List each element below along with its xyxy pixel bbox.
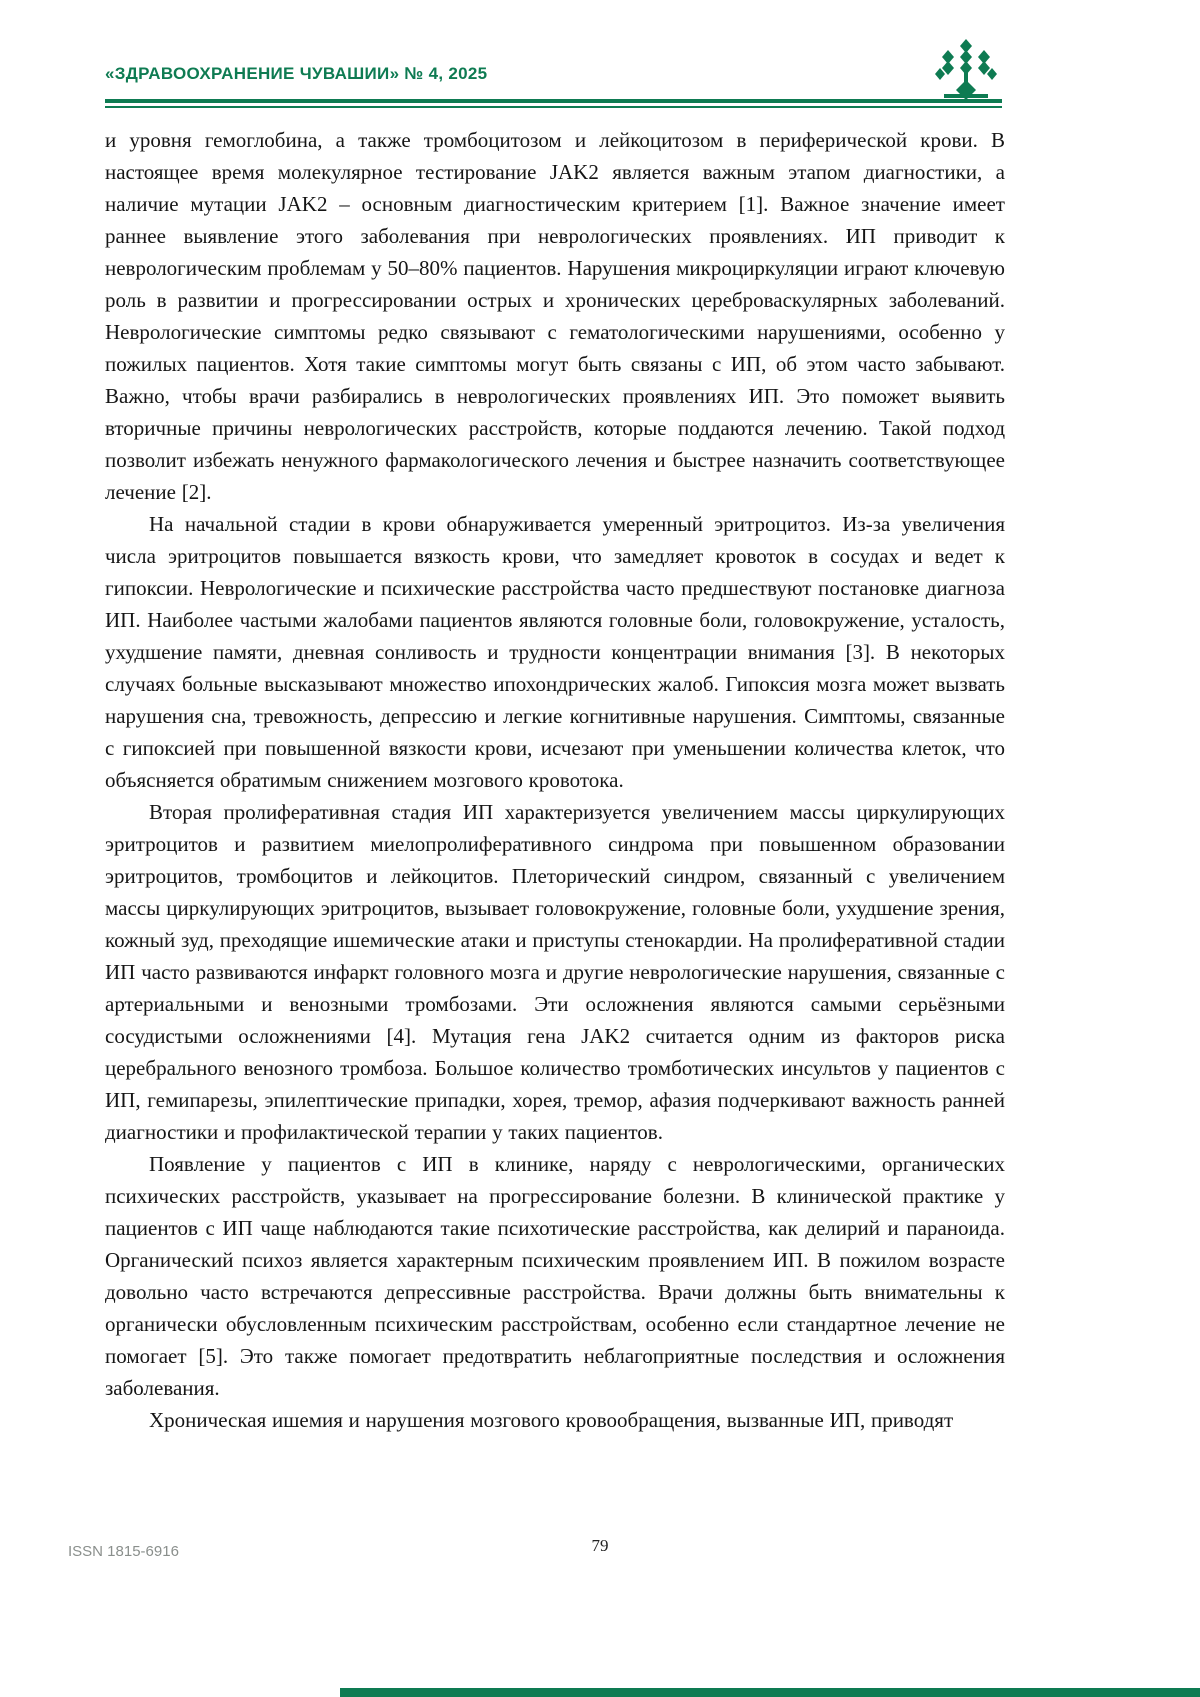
paragraph: Хроническая ишемия и нарушения мозгового кровообращения, вызванные ИП, приводят bbox=[149, 1408, 954, 1432]
article-body bbox=[105, 124, 1005, 1436]
issn-label: ISSN 1815-6916 bbox=[68, 1543, 179, 1560]
paragraph: Появление у пациентов с ИП в клинике, наряду с неврологическими, органических психических расстройств, указывает на прогрессирование болезни. В клинической практике у пациентов с ИП чаще наблюдаются такие психотические расстройства, как делирий и параноида. Органический психоз является характерным психическим проявлением ИП. В пожилом возрасте довольно часто встречаются депрессивные расстройства. Врачи должны быть внимательны к органически обусловленным психическим расстройствам, особенно если стандартное лечение не помогает [5]. Это также помогает предотвратить неблагоприятные последствия и осложнения заболевания. bbox=[105, 1152, 1005, 1400]
header-rule-thin bbox=[105, 106, 1002, 108]
journal-title: «ЗДРАВООХРАНЕНИЕ ЧУВАШИИ» № 4, 2025 bbox=[105, 64, 488, 83]
footer-accent-bar bbox=[340, 1688, 1200, 1697]
paragraph: На начальной стадии в крови обнаруживается умеренный эритроцитоз. Из-за увеличения числа эритроцитов повышается вязкость крови, что замедляет кровоток в сосудах и ведет к гипоксии. Неврологические и психические расстройства часто предшествуют постановке диагноза ИП. Наиболее частыми жалобами пациентов являются головные боли, головокружение, усталость, ухудшение памяти, дневная сонливость и трудности концентрации внимания [3]. В некоторых случаях больные высказывают множество ипохондрических жалоб. Гипоксия мозга может вызвать нарушения сна, тревожность, депрессию и легкие когнитивные нарушения. Симптомы, связанные с гипоксией при повышенной вязкости крови, исчезают при уменьшении количества клеток, что объясняется обратимым снижением мозгового кровотока. bbox=[105, 512, 1005, 792]
paragraph: Вторая пролиферативная стадия ИП характеризуется увеличением массы циркулирующих эритроцитов и развитием миелопролиферативного синдрома при повышенном образовании эритроцитов, тромбоцитов и лейкоцитов. Плеторический синдром, связанный с увеличением массы циркулирующих эритроцитов, вызывает головокружение, головные боли, ухудшение зрения, кожный зуд, преходящие ишемические атаки и приступы стенокардии. На пролиферативной стадии ИП часто развиваются инфаркт головного мозга и другие неврологические нарушения, связанные с артериальными и венозными тромбозами. Эти осложнения являются самыми серьёзными сосудистыми осложнениями [4]. Мутация гена JAK2 считается одним из факторов риска церебрального венозного тромбоза. Большое количество тромботических инсультов у пациентов с ИП, гемипарезы, эпилептические припадки, хорея, тремор, афазия подчеркивают важность ранней диагностики и профилактической терапии у таких пациентов. bbox=[105, 800, 1005, 1144]
page-number: 79 bbox=[591, 1536, 609, 1555]
paragraph: и уровня гемоглобина, а также тромбоцитозом и лейкоцитозом в периферической крови. В настоящее время молекулярное тестирование JAK2 является важным этапом диагностики, а наличие мутации JAK2 – основным диагностическим критерием [1]. Важное значение имеет раннее выявление этого заболевания при неврологических проявлениях. ИП приводит к неврологическим проблемам у 50–80% пациентов. Нарушения микроциркуляции играют ключевую роль в развитии и прогрессировании острых и хронических цереброваскулярных заболеваний. Неврологические симптомы редко связывают с гематологическими нарушениями, особенно у пожилых пациентов. Хотя такие симптомы могут быть связаны с ИП, об этом часто забывают. Важно, чтобы врачи разбирались в неврологических проявлениях ИП. Это поможет выявить вторичные причины неврологических расстройств, которые поддаются лечению. Такой подход позволит избежать ненужного фармакологического лечения и быстрее назначить соответствующее лечение [2]. bbox=[105, 128, 1005, 504]
header-rule-thick bbox=[105, 99, 1002, 103]
chuvash-ornament-logo-icon bbox=[930, 38, 1002, 102]
